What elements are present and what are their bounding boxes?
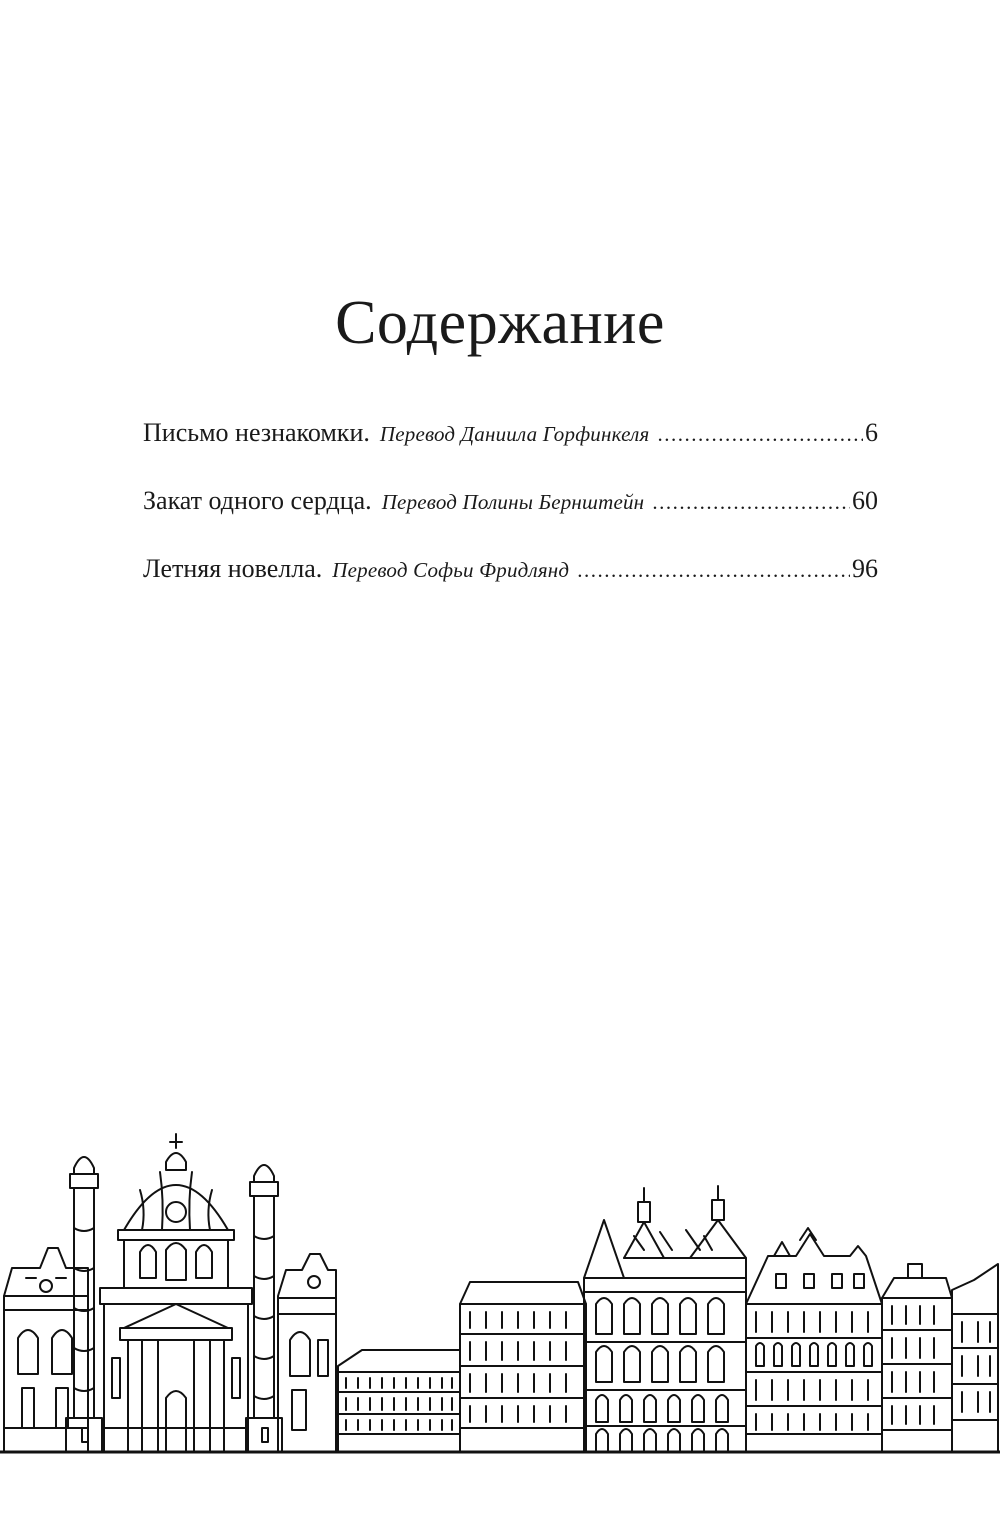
toc-entry-title: Письмо незнакомки. bbox=[143, 418, 370, 447]
toc-entry-translator: Перевод Полины Бернштейн bbox=[381, 490, 645, 514]
toc-entry[interactable] bbox=[143, 554, 878, 622]
far-right-buildings-drawing bbox=[882, 1264, 998, 1452]
toc-entry-title: Летняя новелла. bbox=[143, 554, 323, 583]
dot-leader bbox=[577, 558, 850, 583]
toc-entry-page-number: 6 bbox=[865, 418, 878, 447]
apartment-block-drawing bbox=[460, 1282, 586, 1452]
toc-entry-title: Закат одного сердца. bbox=[143, 486, 372, 515]
left-pavilion-drawing bbox=[4, 1248, 88, 1452]
toc-entry[interactable] bbox=[143, 418, 878, 486]
domed-church-drawing bbox=[100, 1134, 252, 1452]
dot-leader bbox=[652, 490, 850, 515]
dot-leader bbox=[657, 422, 863, 447]
left-column-drawing bbox=[66, 1157, 102, 1452]
contents-heading: Содержание bbox=[335, 289, 665, 357]
toc-entry-translator: Перевод Софьи Фридлянд bbox=[332, 558, 570, 582]
table-of-contents bbox=[143, 418, 878, 622]
toc-entry[interactable] bbox=[143, 486, 878, 554]
city-skyline-icon bbox=[0, 1128, 1000, 1458]
right-column-drawing bbox=[246, 1165, 282, 1452]
right-pavilion-drawing bbox=[278, 1254, 336, 1452]
mansard-building-drawing bbox=[746, 1228, 882, 1452]
toc-entry-translator: Перевод Даниила Горфинкеля bbox=[379, 422, 650, 446]
toc-entry-page-number: 60 bbox=[852, 486, 878, 515]
toc-entry-page-number: 96 bbox=[852, 554, 878, 583]
low-building-drawing bbox=[338, 1350, 460, 1452]
town-hall-drawing bbox=[584, 1186, 746, 1452]
